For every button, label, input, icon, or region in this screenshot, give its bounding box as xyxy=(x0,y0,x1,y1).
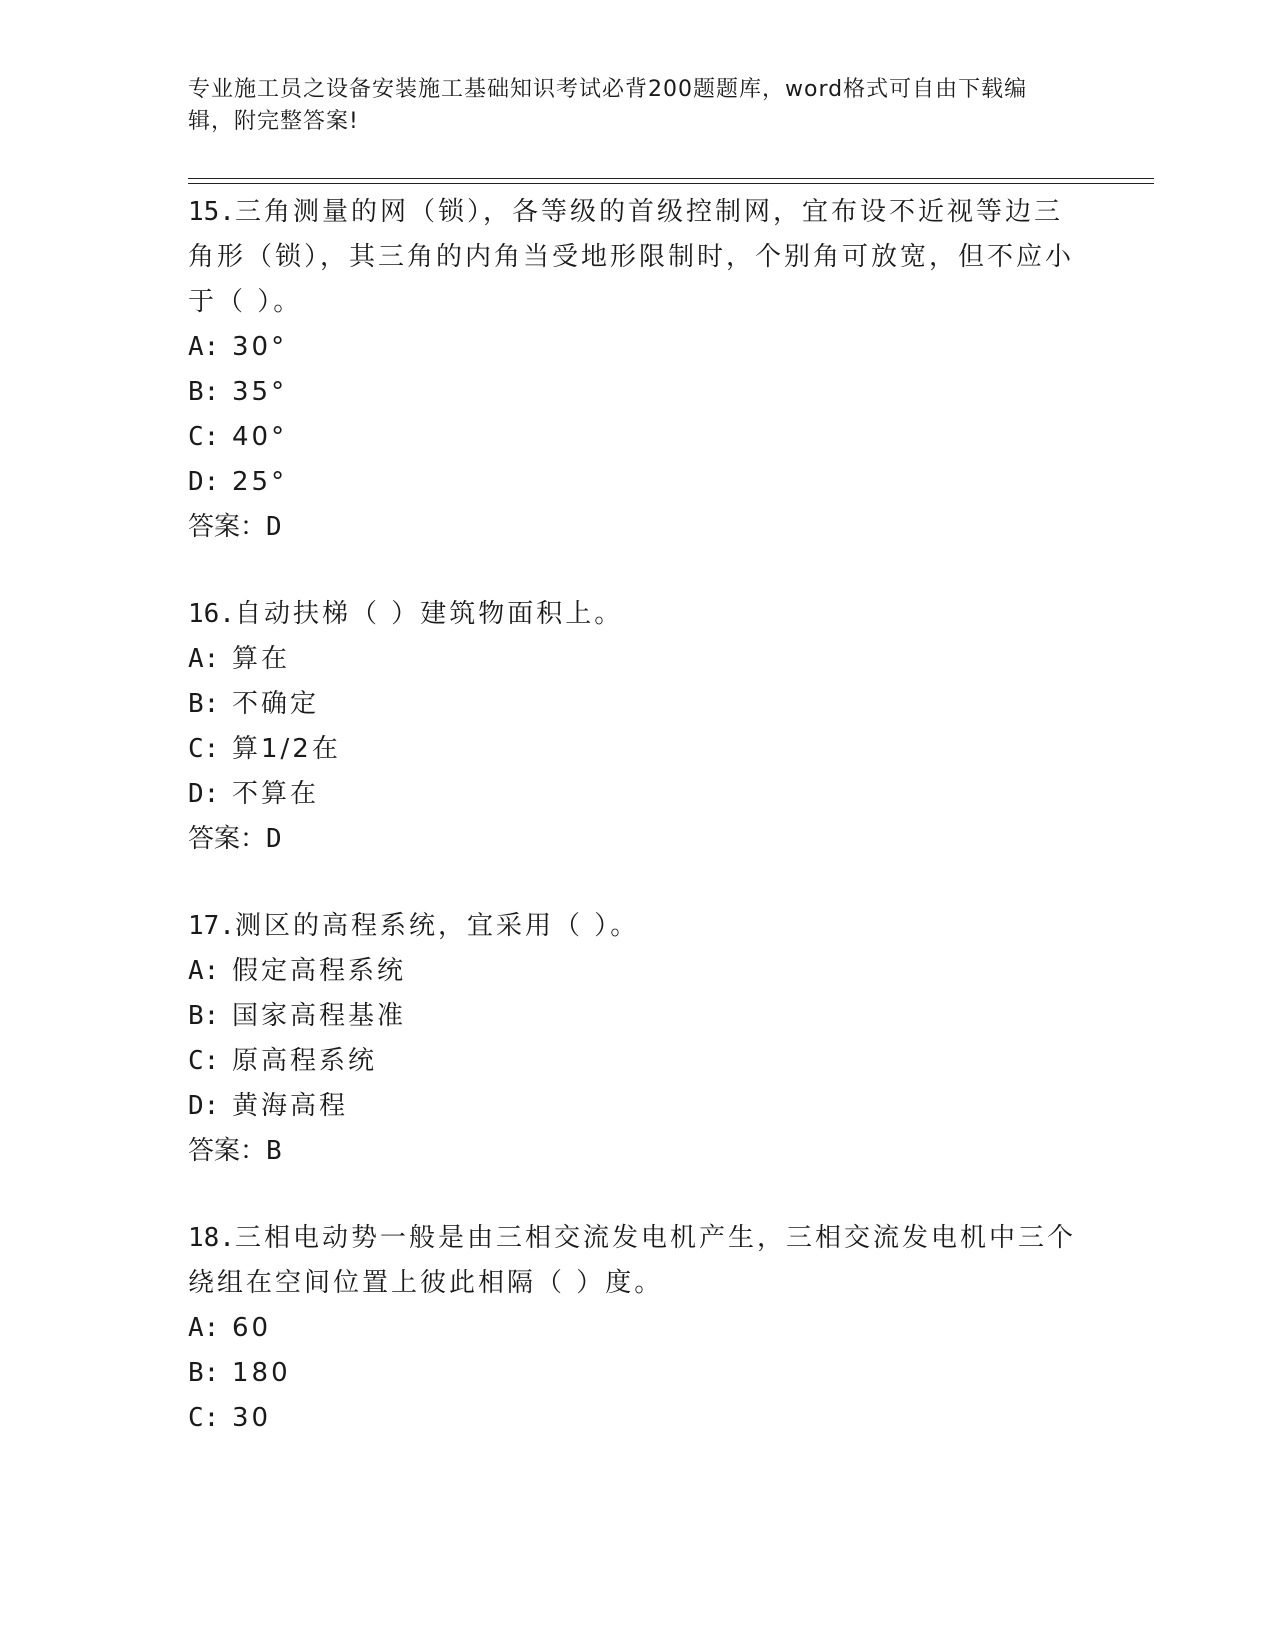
option-c xyxy=(188,415,1088,460)
option-d xyxy=(188,460,1088,505)
question-number: 15. xyxy=(188,197,235,227)
answer xyxy=(188,505,1088,550)
option-text: 40° xyxy=(232,422,288,452)
option-text: 不确定 xyxy=(232,689,320,719)
option-a xyxy=(188,637,1088,682)
option-key: C: xyxy=(188,422,220,452)
document-header: 专业施工员之设备安装施工基础知识考试必背200题题库，word格式可自由下载编辑，附完整答案! xyxy=(188,77,1028,134)
option-key: D: xyxy=(188,779,220,809)
option-key: C: xyxy=(188,734,220,764)
answer-value: D xyxy=(266,512,282,542)
option-key: A: xyxy=(188,644,220,674)
option-key: D: xyxy=(188,467,220,497)
option-key: B: xyxy=(188,1358,220,1388)
option-text: 35° xyxy=(232,377,288,407)
question-16 xyxy=(188,592,1088,862)
option-text: 黄海高程 xyxy=(232,1091,349,1121)
option-text: 国家高程基准 xyxy=(232,1001,407,1031)
option-text: 180 xyxy=(232,1358,291,1388)
question-text xyxy=(188,592,1088,637)
question-body: 三角测量的网（锁），各等级的首级控制网，宜布设不近视等边三角形（锁），其三角的内角当受地形限制时，个别角可放宽，但不应小于（ ）。 xyxy=(188,197,1075,317)
option-c xyxy=(188,727,1088,772)
answer-value: D xyxy=(266,824,282,854)
option-key: C: xyxy=(188,1403,220,1433)
option-key: B: xyxy=(188,377,220,407)
option-c xyxy=(188,1396,1088,1441)
question-number: 17. xyxy=(188,911,235,941)
answer xyxy=(188,1129,1088,1174)
answer xyxy=(188,817,1088,862)
option-text: 原高程系统 xyxy=(232,1046,378,1076)
answer-label: 答案： xyxy=(188,512,267,542)
question-17 xyxy=(188,904,1088,1174)
option-c xyxy=(188,1039,1088,1084)
option-text: 25° xyxy=(232,467,288,497)
question-15 xyxy=(188,190,1088,550)
answer-label: 答案： xyxy=(188,824,267,854)
option-d xyxy=(188,772,1088,817)
question-number: 16. xyxy=(188,599,235,629)
option-b xyxy=(188,1351,1088,1396)
option-text: 30° xyxy=(232,332,288,362)
header-divider-bottom xyxy=(188,183,1154,184)
option-text: 算在 xyxy=(232,644,291,674)
question-text xyxy=(188,1216,1088,1306)
question-number: 18. xyxy=(188,1223,235,1253)
option-b xyxy=(188,682,1088,727)
option-a xyxy=(188,325,1088,370)
option-a xyxy=(188,1306,1088,1351)
answer-label: 答案： xyxy=(188,1136,267,1166)
option-text: 60 xyxy=(232,1313,272,1343)
option-key: A: xyxy=(188,332,220,362)
question-list xyxy=(188,190,1088,1483)
answer-value: B xyxy=(266,1136,282,1166)
option-text: 不算在 xyxy=(232,779,320,809)
option-key: A: xyxy=(188,956,220,986)
option-key: C: xyxy=(188,1046,220,1076)
header-divider-top xyxy=(188,178,1154,179)
option-key: B: xyxy=(188,1001,220,1031)
option-b xyxy=(188,994,1088,1039)
question-body: 自动扶梯（ ）建筑物面积上。 xyxy=(234,599,624,629)
option-key: B: xyxy=(188,689,220,719)
option-text: 假定高程系统 xyxy=(232,956,407,986)
option-b xyxy=(188,370,1088,415)
option-key: D: xyxy=(188,1091,220,1121)
option-text: 30 xyxy=(232,1403,272,1433)
question-text xyxy=(188,190,1088,325)
question-body: 测区的高程系统，宜采用（ ）。 xyxy=(234,911,640,941)
option-a xyxy=(188,949,1088,994)
option-key: A: xyxy=(188,1313,220,1343)
option-text: 算1/2在 xyxy=(232,734,341,764)
question-18 xyxy=(188,1216,1088,1441)
question-text xyxy=(188,904,1088,949)
option-d xyxy=(188,1084,1088,1129)
question-body: 三相电动势一般是由三相交流发电机产生，三相交流发电机中三个绕组在空间位置上彼此相隔（ ）度。 xyxy=(188,1223,1076,1298)
